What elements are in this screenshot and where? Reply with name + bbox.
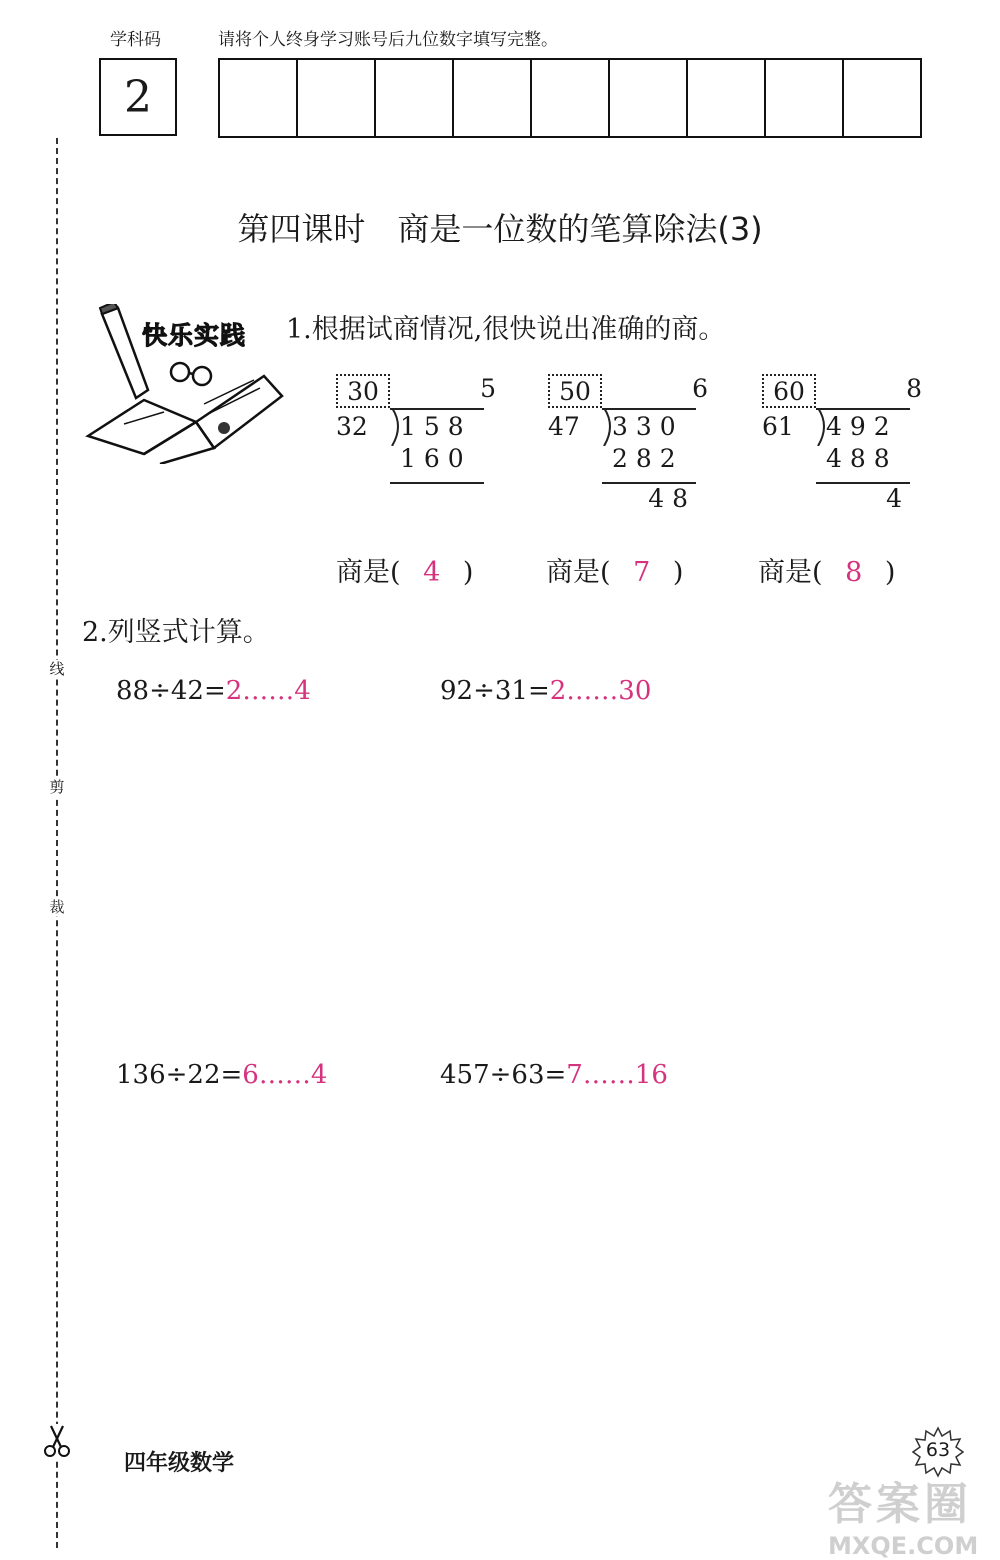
account-digit-cell[interactable] bbox=[610, 60, 688, 136]
trial-divisor-box bbox=[336, 374, 390, 408]
scissors-icon bbox=[42, 1424, 72, 1458]
answer-3 bbox=[758, 550, 895, 589]
watermark-line2: MXQE.COM bbox=[828, 1532, 979, 1560]
account-instruction: 请将个人终身学习账号后九位数字填写完整。 bbox=[218, 30, 558, 50]
page-number: 63 bbox=[925, 1439, 951, 1461]
trial-divisor: 60 bbox=[773, 376, 805, 406]
equation-answer[interactable]: 2……30 bbox=[549, 676, 652, 706]
section-badge-label: 快乐实践 bbox=[142, 321, 247, 350]
equation-answer[interactable]: 7……16 bbox=[566, 1060, 668, 1090]
account-digit-cell[interactable] bbox=[298, 60, 376, 136]
account-digit-cell[interactable] bbox=[376, 60, 454, 136]
account-digit-cell[interactable] bbox=[454, 60, 532, 136]
answer-prefix: 商是( bbox=[758, 557, 823, 588]
account-digit-cell[interactable] bbox=[688, 60, 766, 136]
footer-grade-subject: 四年级数学 bbox=[124, 1451, 235, 1476]
page-title: 第四课时 商是一位数的笔算除法(3) bbox=[237, 210, 763, 248]
account-digit-cell[interactable] bbox=[532, 60, 610, 136]
answer-1 bbox=[336, 550, 473, 589]
answer-prefix: 商是( bbox=[546, 557, 611, 588]
equation-expression: 457÷63= bbox=[440, 1060, 567, 1090]
subject-code-value: 2 bbox=[124, 71, 152, 123]
question-1-prompt: 1.根据试商情况,很快说出准确的商。 bbox=[286, 314, 726, 345]
dividend: 492 bbox=[826, 412, 898, 441]
cut-line-char: 线 bbox=[49, 660, 65, 678]
equation-expression: 136÷22= bbox=[116, 1060, 243, 1090]
account-digit-cell[interactable] bbox=[766, 60, 844, 136]
cut-line-char: 裁 bbox=[49, 898, 65, 916]
equation-answer[interactable]: 2……4 bbox=[225, 676, 311, 706]
long-division-3 bbox=[762, 374, 922, 514]
equation-answer[interactable]: 6……4 bbox=[242, 1060, 328, 1090]
watermark-line1: 答案圈 bbox=[828, 1479, 972, 1530]
section-badge bbox=[84, 304, 284, 464]
account-digit-cell[interactable] bbox=[844, 60, 920, 136]
remainder: 48 bbox=[648, 484, 696, 513]
answer-suffix: ) bbox=[884, 557, 896, 588]
long-division-1 bbox=[336, 374, 496, 514]
product: 160 bbox=[400, 444, 472, 473]
subject-code-box bbox=[99, 58, 177, 136]
account-number-boxes bbox=[218, 58, 922, 138]
long-division-2 bbox=[548, 374, 708, 514]
trial-divisor: 30 bbox=[347, 376, 379, 406]
division-bar bbox=[390, 408, 484, 410]
product: 282 bbox=[612, 444, 684, 473]
trial-quotient: 5 bbox=[480, 374, 496, 403]
question-2-prompt: 2.列竖式计算。 bbox=[82, 617, 270, 648]
equation-4 bbox=[440, 1060, 668, 1090]
product: 488 bbox=[826, 444, 898, 473]
answer-value[interactable]: 4 bbox=[423, 557, 441, 588]
trial-divisor-box bbox=[762, 374, 816, 408]
subtraction-line bbox=[390, 482, 484, 484]
equation-2 bbox=[440, 676, 651, 706]
divisor: 47 bbox=[548, 412, 580, 441]
answer-suffix: ) bbox=[672, 557, 684, 588]
equation-3 bbox=[116, 1060, 327, 1090]
equation-expression: 92÷31= bbox=[440, 676, 550, 706]
equation-expression: 88÷42= bbox=[116, 676, 226, 706]
dividend: 330 bbox=[612, 412, 684, 441]
trial-quotient: 8 bbox=[906, 374, 922, 403]
trial-divisor-box bbox=[548, 374, 602, 408]
trial-divisor: 50 bbox=[559, 376, 591, 406]
answer-2 bbox=[546, 550, 683, 589]
answer-value[interactable]: 7 bbox=[633, 557, 651, 588]
watermark bbox=[828, 1468, 998, 1560]
answer-prefix: 商是( bbox=[336, 557, 401, 588]
division-bar bbox=[816, 408, 910, 410]
divisor: 32 bbox=[336, 412, 368, 441]
divisor: 61 bbox=[762, 412, 794, 441]
answer-suffix: ) bbox=[462, 557, 474, 588]
cut-line bbox=[56, 138, 58, 1548]
subject-code-label: 学科码 bbox=[110, 30, 161, 50]
answer-value[interactable]: 8 bbox=[845, 557, 863, 588]
account-digit-cell[interactable] bbox=[220, 60, 298, 136]
equation-1 bbox=[116, 676, 311, 706]
dividend: 158 bbox=[400, 412, 472, 441]
remainder: 4 bbox=[886, 484, 910, 513]
division-bar bbox=[602, 408, 696, 410]
cut-line-char: 剪 bbox=[49, 778, 65, 796]
trial-quotient: 6 bbox=[692, 374, 708, 403]
